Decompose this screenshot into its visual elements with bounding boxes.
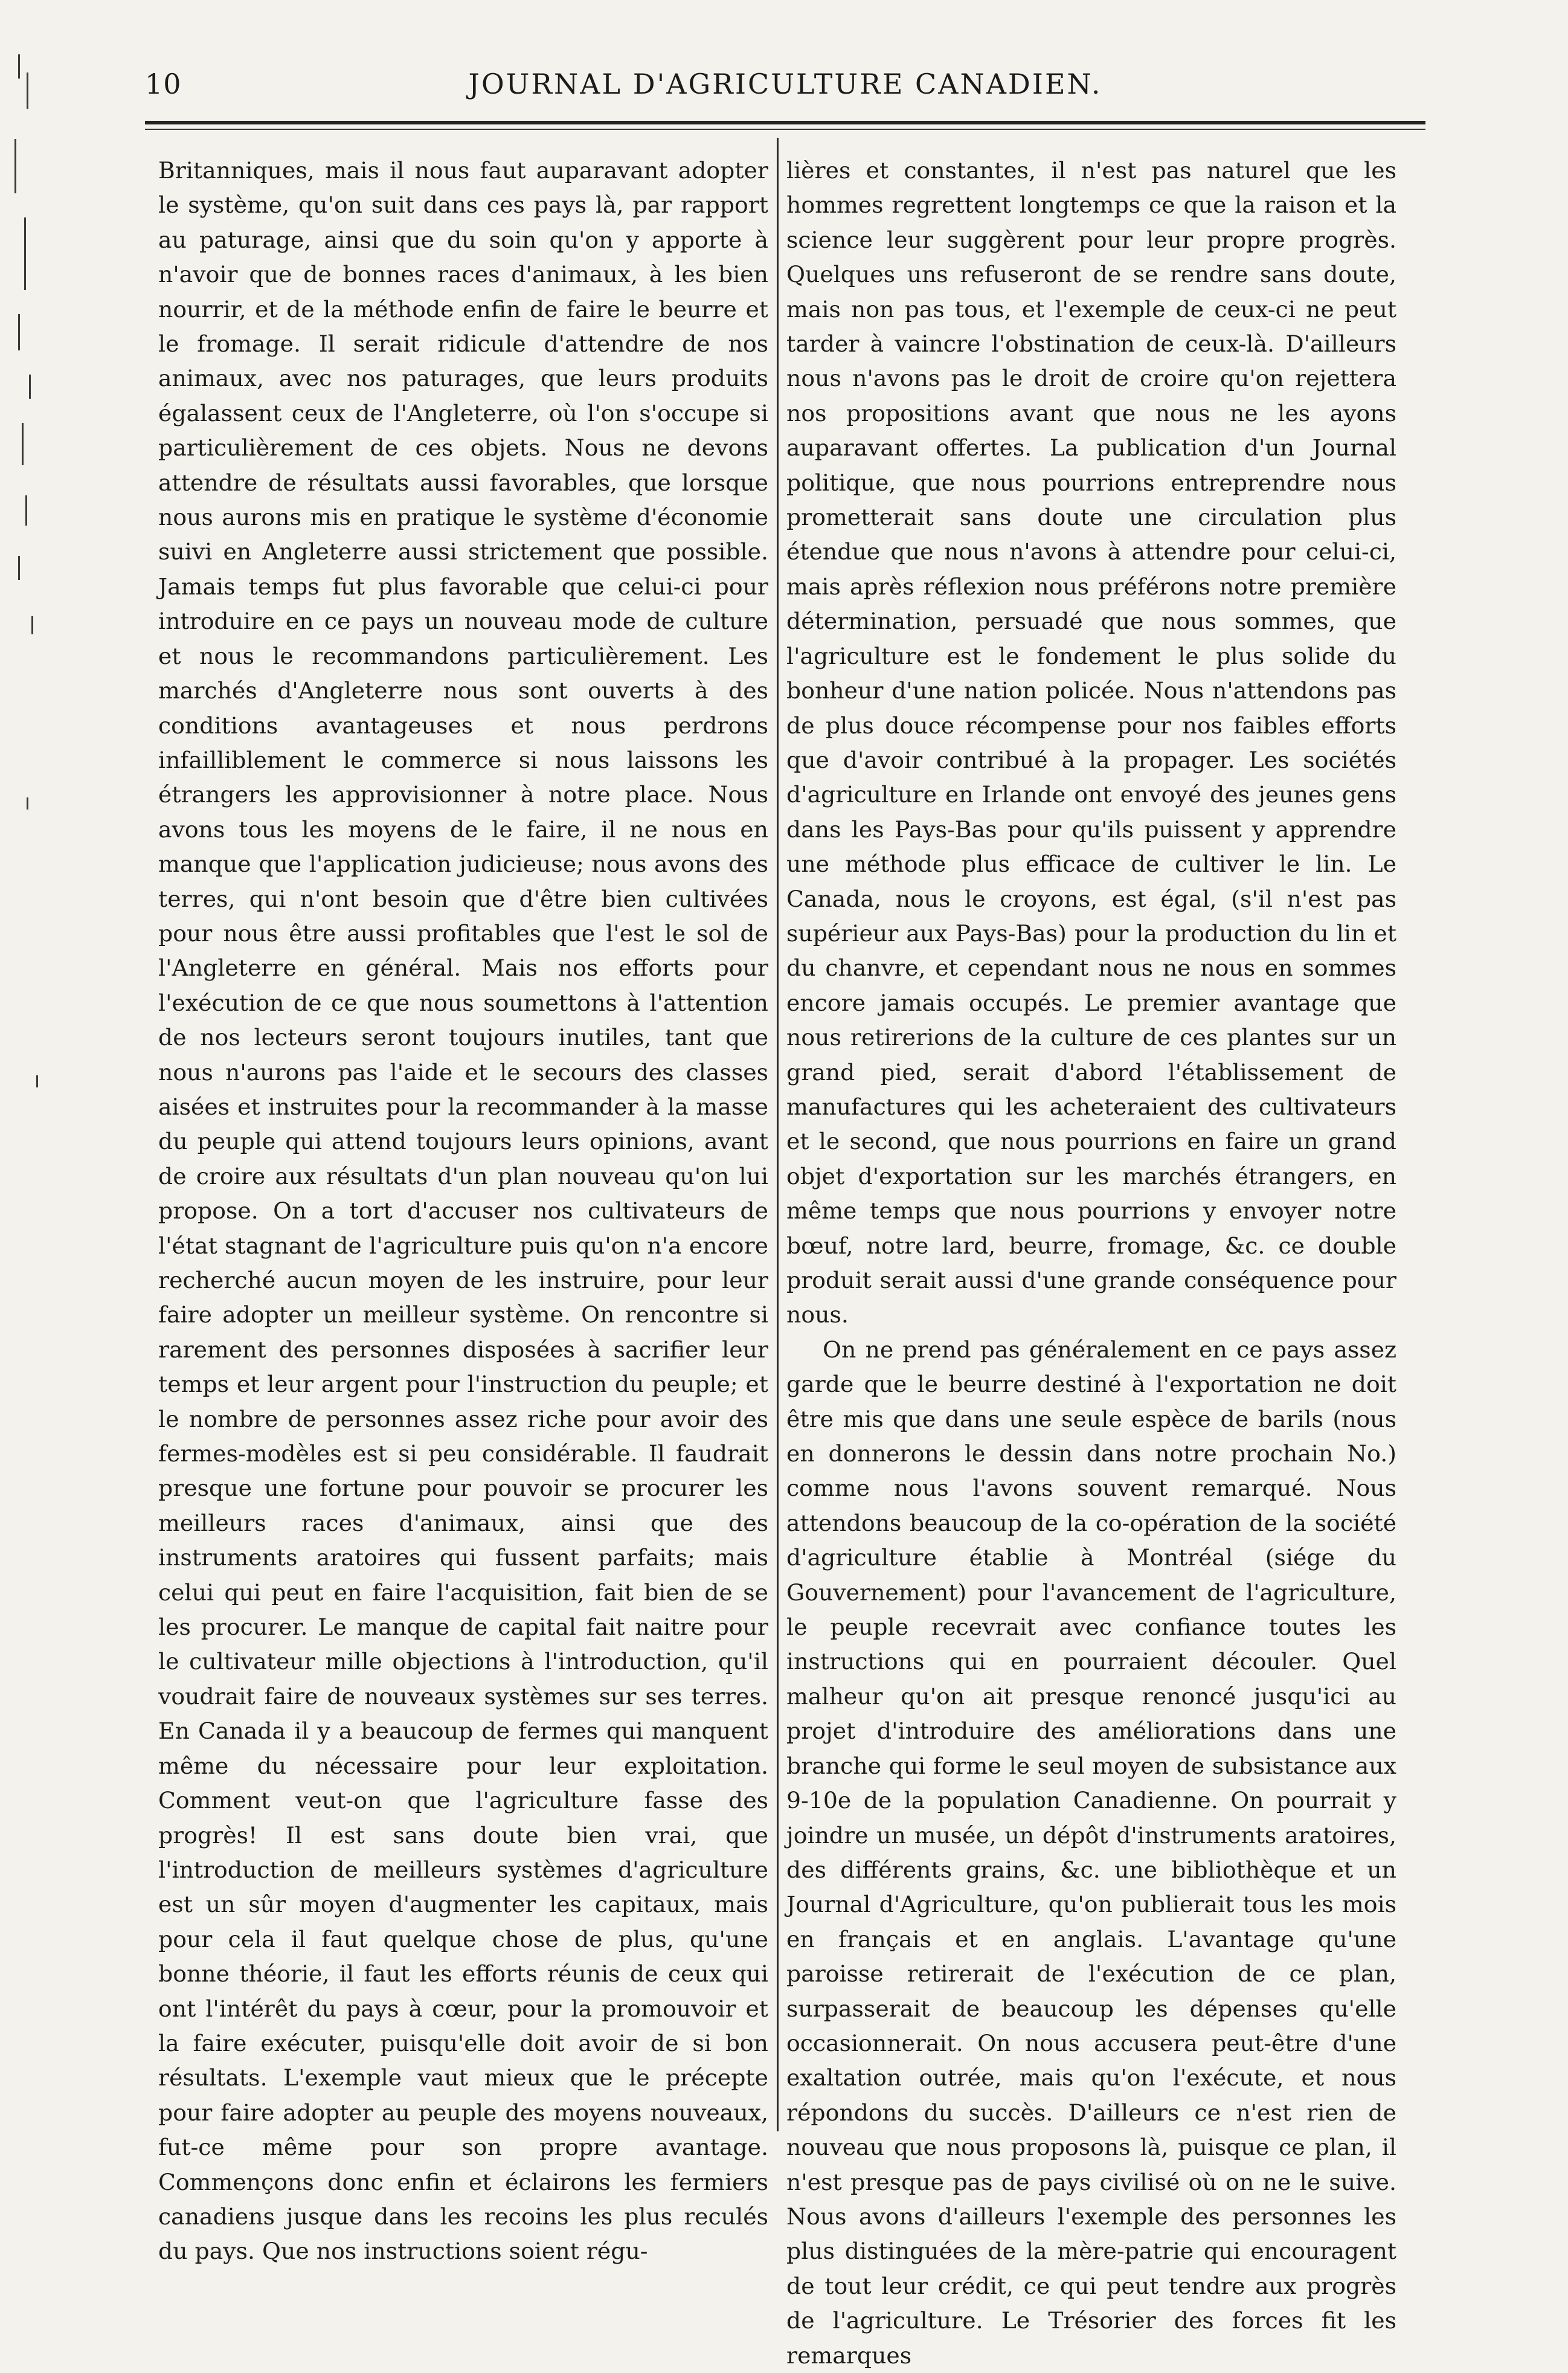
running-title: JOURNAL D'AGRICULTURE CANADIEN. (468, 68, 1102, 100)
margin-bleed-marks (0, 36, 72, 1365)
header-rule-thin (145, 129, 1425, 130)
page-header (145, 65, 1425, 108)
right-paragraph-1: lières et constantes, il n'est pas naturel que les hommes regrettent longtemps ce que la raison et la science leur suggèrent pour leur propre progrès. Quelques uns refuseront de se rendre sans doute, mais non pas tous, et l'exemple de ceux-ci ne peut tarder à vaincre l'obstination de ceux-là. D'ailleurs nous n'avons pas le droit de croire qu'on rejettera nos propositions avant que nous ne les ayons auparavant offertes. La publication d'un Journal politique, que nous pourrions entreprendre nous prometterait sans doute une circulation plus étendue que nous n'avons à attendre pour celui-ci, mais après réflexion nous préférons notre première détermination, persuadé que nous sommes, que l'agriculture est le fondement le plus solide du bonheur d'une nation policée. Nous n'attendons pas de plus douce récompense pour nos faibles efforts que d'avoir contribué à la propager. Les sociétés d'agriculture en Irlande ont envoyé des jeunes gens dans les Pays-Bas pour qu'ils puissent y apprendre une méthode plus efficace de cultiver le lin. Le Canada, nous le croyons, est égal, (s'il n'est pas supérieur aux Pays-Bas) pour la production du lin et du chanvre, et cependant nous ne nous en sommes encore jamais occupés. Le premier avantage que nous retirerions de la culture de ces plantes sur un grand pied, serait d'abord l'établissement de manufactures qui les acheteraient des cultivateurs et le second, que nous pourrions en faire un grand objet d'exportation sur les marchés étrangers, en même temps que nous pourrions y envoyer notre bœuf, notre lard, beurre, fromage, &c. ce double produit serait aussi d'une grande conséquence pour nous. (786, 157, 1396, 1328)
right-paragraph-2: On ne prend pas généralement en ce pays assez garde que le beurre destiné à l'exportation ne doit être mis que dans une seule espèce de barils (nous en donnerons le dessin dans notre prochain No.) comme nous l'avons souvent remarqué. Nous attendons beaucoup de la co-opération de la société d'agriculture établie à Montréal (siége du Gouvernement) pour l'avancement de l'agriculture, le peuple recevrait avec confiance toutes les instructions qui en pourraient découler. Quel malheur qu'on ait presque renoncé jusqu'ici au projet d'introduire des améliorations dans une branche qui forme le seul moyen de subsistance aux 9-10e de la population Canadienne. On pourrait y joindre un musée, un dépôt d'instruments aratoires, des différents grains, &c. une bibliothèque et un Journal d'Agriculture, qu'on publierait tous les mois en français et en anglais. L'avantage qu'une paroisse retirerait de l'exécution de ce plan, surpasserait de beaucoup les dépenses qu'elle occasionnerait. On nous accusera peut-être d'une exaltation outrée, mais qu'on l'exécute, et nous répondons du succès. D'ailleurs ce n'est rien de nouveau que nous proposons là, puisque ce plan, il n'est presque pas de pays civilisé où on ne le suive. Nous avons d'ailleurs l'exemple des personnes les plus distinguées de la mère-patrie qui encouragent de tout leur crédit, ce qui peut tendre aux progrès de l'agriculture. Le Trésorier des forces fit les remarques (786, 1336, 1396, 2369)
column-divider (777, 138, 779, 2131)
left-column (158, 153, 768, 2269)
left-paragraph-1: Britanniques, mais il nous faut auparavant adopter le système, qu'on suit dans ces pays là, par rapport au paturage, ainsi que du soin qu'on y apporte à n'avoir que de bonnes races d'animaux, à les bien nourrir, et de la méthode enfin de faire le beurre et le fromage. Il serait ridicule d'attendre de nos animaux, avec nos paturages, que leurs produits égalassent ceux de l'Angleterre, où l'on s'occupe si particulièrement de ces objets. Nous ne devons attendre de résultats aussi favorables, que lorsque nous aurons mis en pratique le système d'économie suivi en Angleterre aussi strictement que possible. Jamais temps fut plus favorable que celui-ci pour introduire en ce pays un nouveau mode de culture et nous le recommandons particulièrement. Les marchés d'Angleterre nous sont ouverts à des conditions avantageuses et nous perdrons infailliblement le commerce si nous laissons les étrangers les approvisionner à notre place. Nous avons tous les moyens de le faire, il ne nous en manque que l'application judicieuse; nous avons des terres, qui n'ont besoin que d'être bien cultivées pour nous être aussi profitables que l'est le sol de l'Angleterre en général. Mais nos efforts pour l'exécution de ce que nous soumettons à l'attention de nos lecteurs seront toujours inutiles, tant que nous n'aurons pas l'aide et le secours des classes aisées et instruites pour la recommander à la masse du peuple qui attend toujours leurs opinions, avant de croire aux résultats d'un plan nouveau qu'on lui propose. On a tort d'accuser nos cultivateurs de l'état stagnant de l'agriculture puis qu'on n'a encore recherché aucun moyen de les instruire, pour leur faire adopter un meilleur système. On rencontre si rarement des personnes disposées à sacrifier leur temps et leur argent pour l'instruction du peuple; et le nombre de personnes assez riche pour avoir des fermes-modèles est si peu considérable. Il faudrait presque une fortune pour pouvoir se procurer les meilleurs races d'animaux, ainsi que des instruments aratoires qui fussent parfaits; mais celui qui peut en faire l'acquisition, fait bien de se les procurer. Le manque de capital fait naitre pour le cultivateur mille objections à l'introduction, qu'il voudrait faire de nouveaux systèmes sur ses terres. En Canada il y a beaucoup de fermes qui manquent même du nécessaire pour leur exploitation. Comment veut-on que l'agriculture fasse des progrès! Il est sans doute bien vrai, que l'introduction de meilleurs systèmes d'agriculture est un sûr moyen d'augmenter les capitaux, mais pour cela il faut quelque chose de plus, qu'une bonne théorie, il faut les efforts réunis de ceux qui ont l'intérêt du pays à cœur, pour la promouvoir et la faire exécuter, puisqu'elle doit avoir de si bon résultats. L'exemple vaut mieux que le précepte pour faire adopter au peuple des moyens nouveaux, fut-ce même pour son propre avantage. Commençons donc enfin et éclairons les fermiers canadiens jusque dans les recoins les plus reculés du pays. Que nos instructions soient régu- (158, 157, 768, 2265)
header-rule-thick (145, 121, 1425, 124)
page-number: 10 (145, 68, 182, 100)
right-column (786, 153, 1396, 2373)
